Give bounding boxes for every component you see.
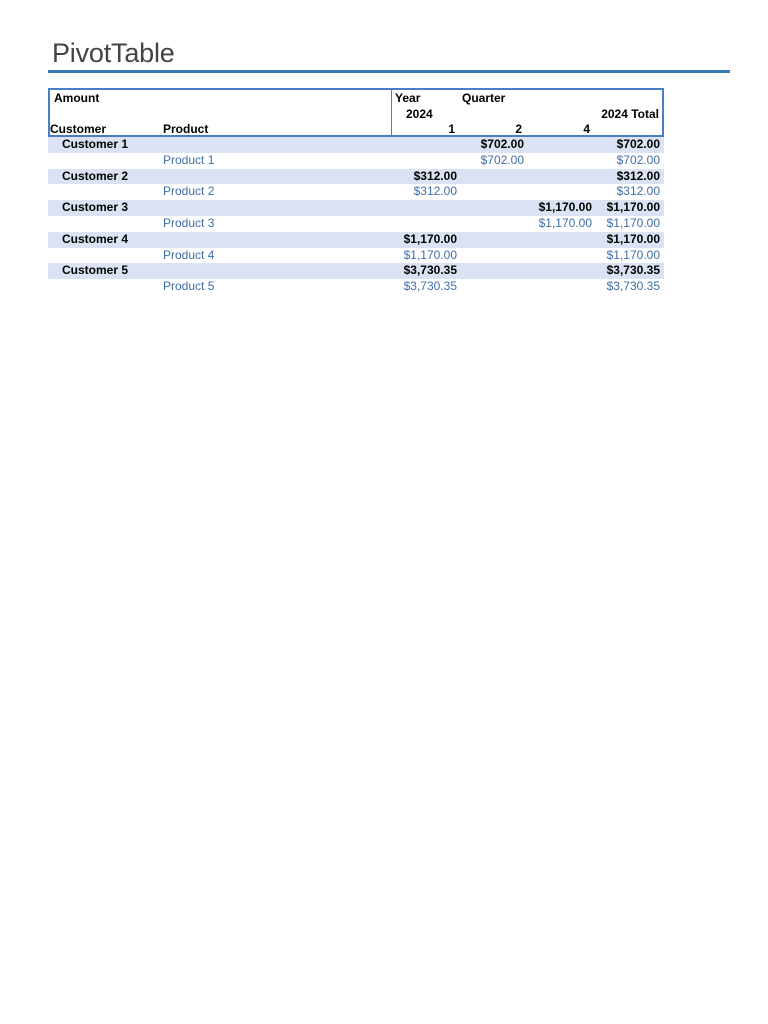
customer-name[interactable]: Customer 5 (62, 263, 129, 278)
year-value[interactable]: 2024 (406, 107, 433, 121)
customer-name[interactable]: Customer 3 (62, 200, 129, 215)
product-name[interactable]: Product 4 (163, 247, 215, 262)
product-row[interactable] (48, 248, 664, 264)
customer-total-value: $312.00 (616, 168, 660, 183)
customer-row[interactable] (48, 263, 664, 279)
product-row[interactable] (48, 153, 664, 169)
product-total-value: $3,730.35 (606, 279, 660, 294)
product-field-label[interactable]: Product (163, 122, 209, 136)
customer-row[interactable] (48, 169, 664, 185)
pivot-header (48, 88, 664, 137)
pivot-table[interactable] (48, 88, 664, 295)
customer-name[interactable]: Customer 1 (62, 137, 129, 151)
pivot-body (48, 137, 664, 295)
customer-total-value: $1,170.00 (606, 200, 660, 215)
product-name[interactable]: Product 1 (163, 152, 215, 167)
product-q2-value: $702.00 (480, 152, 524, 167)
customer-total-value: $1,170.00 (606, 231, 660, 246)
product-row[interactable] (48, 216, 664, 232)
product-total-value: $312.00 (616, 184, 660, 199)
customer-name[interactable]: Customer 2 (62, 168, 129, 183)
product-q4-value: $1,170.00 (538, 215, 592, 230)
product-q1-value: $1,170.00 (403, 247, 457, 262)
product-row[interactable] (48, 184, 664, 200)
customer-field-label[interactable]: Customer (50, 122, 107, 136)
customer-row[interactable] (48, 137, 664, 153)
customer-q4-value: $1,170.00 (538, 200, 592, 215)
product-total-value: $702.00 (616, 152, 660, 167)
product-total-value: $1,170.00 (606, 247, 660, 262)
header-divider (391, 88, 392, 137)
title-underline (48, 70, 730, 73)
product-name[interactable]: Product 3 (163, 215, 215, 230)
value-field-label[interactable]: Amount (54, 91, 100, 105)
customer-name[interactable]: Customer 4 (62, 231, 129, 246)
quarter-1-header: 1 (448, 122, 455, 136)
product-q1-value: $312.00 (413, 184, 457, 199)
product-row[interactable] (48, 279, 664, 295)
product-q1-value: $3,730.35 (403, 279, 457, 294)
customer-row[interactable] (48, 232, 664, 248)
product-total-value: $1,170.00 (606, 215, 660, 230)
product-name[interactable]: Product 2 (163, 184, 215, 199)
customer-q1-value: $1,170.00 (403, 231, 457, 246)
quarter-2-header: 2 (515, 122, 522, 136)
customer-total-value: $3,730.35 (606, 263, 660, 278)
year-field-label[interactable]: Year (395, 91, 421, 105)
quarter-field-label[interactable]: Quarter (462, 91, 506, 105)
customer-q1-value: $312.00 (413, 168, 457, 183)
product-name[interactable]: Product 5 (163, 279, 215, 294)
quarter-4-header: 4 (583, 122, 590, 136)
page-title: PivotTable (52, 38, 175, 68)
year-total-header: 2024 Total (601, 107, 659, 121)
customer-q1-value: $3,730.35 (403, 263, 457, 278)
customer-row[interactable] (48, 200, 664, 216)
customer-total-value: $702.00 (616, 137, 660, 151)
customer-q2-value: $702.00 (480, 137, 524, 151)
